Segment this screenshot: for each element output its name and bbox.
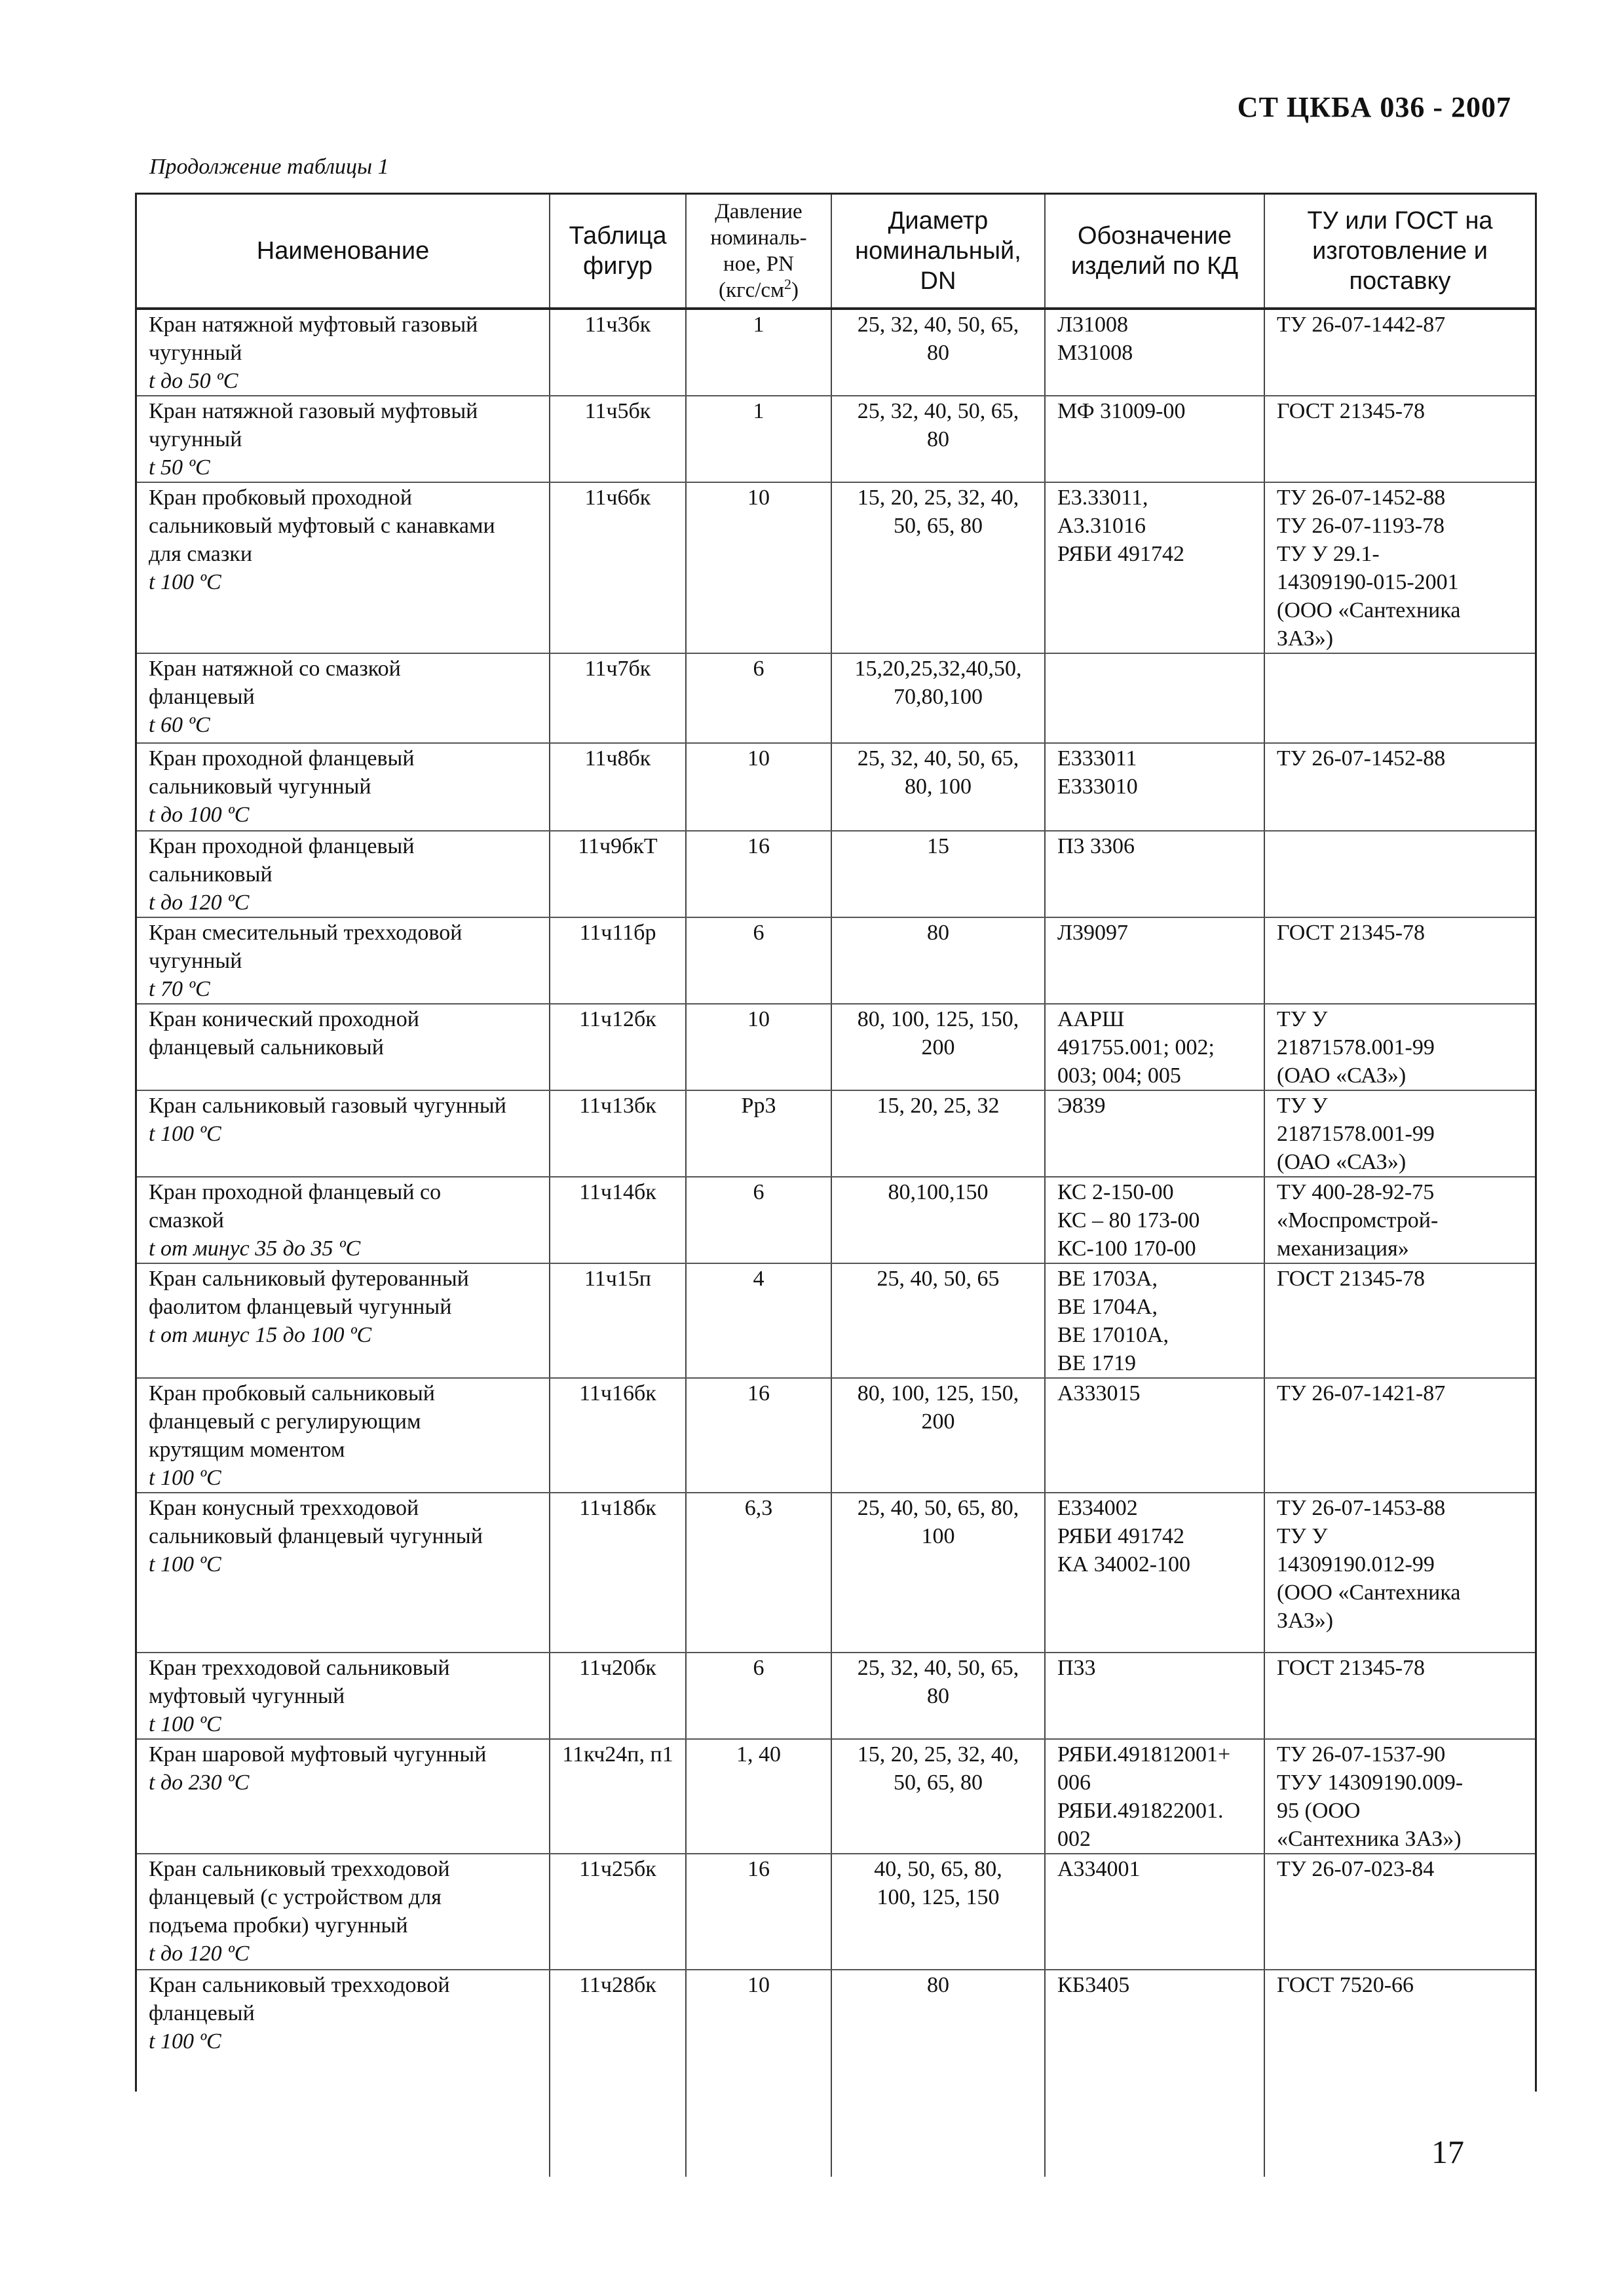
name-line: Кран конический проходной <box>149 1007 419 1031</box>
name-line: муфтовый чугунный <box>149 1684 345 1708</box>
cell-designation <box>1045 653 1264 743</box>
cell-pressure: 1 <box>686 309 831 396</box>
temperature-note: t 50 ºС <box>149 455 210 480</box>
cell-pressure: Рр3 <box>686 1090 831 1177</box>
cell-designation <box>1045 1177 1264 1263</box>
diameter-line: 80 <box>927 1973 949 1997</box>
standard-line: ТУ 400-28-92-75 <box>1277 1180 1435 1204</box>
cell-standard <box>1264 831 1535 917</box>
diameter-line: 70,80,100 <box>894 685 983 709</box>
designation-line: Е334002 <box>1057 1496 1138 1520</box>
table-row <box>137 1004 1535 1090</box>
cell-figure: 11кч24п, п1 <box>550 1739 686 1854</box>
cell-pressure: 6 <box>686 653 831 743</box>
standard-line: «Моспромстрой- <box>1277 1208 1439 1233</box>
designation-line: 491755.001; 002; <box>1057 1035 1215 1060</box>
name-line: смазкой <box>149 1208 224 1233</box>
empty-cell <box>1045 2114 1264 2177</box>
diameter-line: 100, 125, 150 <box>877 1885 1000 1909</box>
diameter-line: 25, 32, 40, 50, 65, <box>857 746 1019 771</box>
header-figure-table: Таблица фигур <box>550 195 686 309</box>
cell-standard <box>1264 653 1535 743</box>
diameter-line: 40, 50, 65, 80, <box>874 1857 1002 1881</box>
header-designation: Обозначение изделий по КД <box>1045 195 1264 309</box>
designation-line: РЯБИ 491742 <box>1057 542 1185 566</box>
name-line: фланцевый (с устройством для <box>149 1885 442 1909</box>
empty-cell <box>686 2114 831 2177</box>
cell-standard <box>1264 1653 1535 1739</box>
cell-standard <box>1264 1970 1535 2114</box>
diameter-line: 80 <box>927 427 949 451</box>
name-line: Кран трехходовой сальниковый <box>149 1656 450 1680</box>
name-line: Кран проходной фланцевый со <box>149 1180 442 1204</box>
header-standard: ТУ или ГОСТ на изготовление и поставку <box>1264 195 1535 309</box>
cell-figure: 11ч8бк <box>550 743 686 831</box>
table-row <box>137 917 1535 1004</box>
name-line: Кран проходной фланцевый <box>149 746 415 771</box>
name-line: сальниковый фланцевый чугунный <box>149 1524 483 1548</box>
cell-pressure: 1 <box>686 396 831 482</box>
cell-figure: 11ч16бк <box>550 1378 686 1493</box>
designation-line: ВЕ 1704А, <box>1057 1295 1158 1319</box>
temperature-note: t до 120 ºС <box>149 1942 250 1966</box>
diameter-line: 80 <box>927 921 949 945</box>
temperature-note: t от минус 15 до 100 ºС <box>149 1323 372 1347</box>
table-row <box>137 1177 1535 1263</box>
cell-pressure: 1, 40 <box>686 1739 831 1854</box>
temperature-note: t до 100 ºС <box>149 803 250 827</box>
designation-line: КС-100 170-00 <box>1057 1236 1196 1261</box>
name-line: сальниковый муфтовый с канавками <box>149 514 495 538</box>
designation-line: ААРШ <box>1057 1007 1125 1031</box>
cell-name <box>137 1263 550 1378</box>
name-line: фланцевый <box>149 685 255 709</box>
name-line: для смазки <box>149 542 253 566</box>
name-line: чугунный <box>149 949 242 973</box>
designation-line: ВЕ 17010А, <box>1057 1323 1169 1347</box>
empty-cell <box>1264 2114 1535 2177</box>
cell-name <box>137 831 550 917</box>
standard-line: 14309190.012-99 <box>1277 1552 1435 1577</box>
standard-line: 14309190-015-2001 <box>1277 570 1459 594</box>
name-line: сальниковый чугунный <box>149 775 371 799</box>
designation-line: Л31008 <box>1057 313 1129 337</box>
cell-standard <box>1264 482 1535 653</box>
cell-figure: 11ч25бк <box>550 1854 686 1970</box>
diameter-line: 15, 20, 25, 32, 40, <box>857 1742 1019 1767</box>
name-line: Кран сальниковый трехходовой <box>149 1973 450 1997</box>
cell-figure: 11ч7бк <box>550 653 686 743</box>
designation-line: КБ3405 <box>1057 1973 1130 1997</box>
standard-line: 21871578.001-99 <box>1277 1122 1435 1146</box>
cell-standard <box>1264 1177 1535 1263</box>
name-line: чугунный <box>149 341 242 365</box>
diameter-line: 50, 65, 80 <box>894 514 983 538</box>
cell-diameter <box>831 1263 1045 1378</box>
standard-line: ТУ У <box>1277 1007 1328 1031</box>
temperature-note: t до 230 ºС <box>149 1770 250 1795</box>
name-line: чугунный <box>149 427 242 451</box>
cell-pressure: 16 <box>686 1378 831 1493</box>
cell-figure: 11ч15п <box>550 1263 686 1378</box>
standard-line: ТУ У 29.1- <box>1277 542 1380 566</box>
cell-standard <box>1264 1739 1535 1854</box>
cell-designation <box>1045 743 1264 831</box>
cell-standard <box>1264 1090 1535 1177</box>
designation-line: РЯБИ.491822001. <box>1057 1799 1224 1823</box>
designation-line: Е3.33011, <box>1057 486 1148 510</box>
cell-designation <box>1045 831 1264 917</box>
name-line: Кран натяжной газовый муфтовый <box>149 399 478 423</box>
cell-pressure: 10 <box>686 1004 831 1090</box>
valves-table <box>137 195 1535 2177</box>
name-line: Кран шаровой муфтовый чугунный <box>149 1742 487 1767</box>
cell-standard <box>1264 1004 1535 1090</box>
table-row <box>137 482 1535 653</box>
table-row <box>137 1090 1535 1177</box>
table-row <box>137 1493 1535 1653</box>
standard-line: ТУ 26-07-1452-88 <box>1277 486 1446 510</box>
cell-pressure: 6 <box>686 917 831 1004</box>
temperature-note: t 100 ºС <box>149 570 221 594</box>
designation-line: М31008 <box>1057 341 1133 365</box>
temperature-note: t 100 ºС <box>149 2029 221 2054</box>
table-caption: Продолжение таблицы 1 <box>149 155 389 179</box>
standard-line: ТУ 26-07-1453-88 <box>1277 1496 1446 1520</box>
standard-line: ТУ 26-07-1537-90 <box>1277 1742 1446 1767</box>
temperature-note: t 100 ºС <box>149 1466 221 1490</box>
name-line: фланцевый с регулирующим <box>149 1409 421 1434</box>
temperature-note: t 60 ºС <box>149 713 210 737</box>
cell-diameter <box>831 1970 1045 2114</box>
cell-name <box>137 1004 550 1090</box>
cell-figure: 11ч11бр <box>550 917 686 1004</box>
diameter-line: 200 <box>921 1409 955 1434</box>
temperature-note: t до 50 ºС <box>149 369 238 393</box>
cell-name <box>137 1177 550 1263</box>
cell-figure: 11ч18бк <box>550 1493 686 1653</box>
cell-name <box>137 653 550 743</box>
table-row <box>137 309 1535 396</box>
cell-standard <box>1264 1493 1535 1653</box>
table-row <box>137 1263 1535 1378</box>
cell-pressure: 16 <box>686 1854 831 1970</box>
cell-name <box>137 1970 550 2114</box>
temperature-note: t 100 ºС <box>149 1712 221 1736</box>
valves-table-frame <box>135 193 1537 2092</box>
diameter-line: 200 <box>921 1035 955 1060</box>
cell-diameter <box>831 309 1045 396</box>
cell-figure: 11ч14бк <box>550 1177 686 1263</box>
table-body <box>137 309 1535 2177</box>
cell-diameter <box>831 482 1045 653</box>
cell-designation <box>1045 1004 1264 1090</box>
cell-diameter <box>831 831 1045 917</box>
designation-line: Л39097 <box>1057 921 1129 945</box>
cell-figure: 11ч13бк <box>550 1090 686 1177</box>
cell-name <box>137 743 550 831</box>
name-line: Кран сальниковый газовый чугунный <box>149 1094 506 1118</box>
cell-diameter <box>831 1090 1045 1177</box>
designation-line: Е333011 <box>1057 746 1137 771</box>
standard-line: ТУУ 14309190.009- <box>1277 1770 1463 1795</box>
cell-designation <box>1045 396 1264 482</box>
cell-standard <box>1264 1854 1535 1970</box>
cell-name <box>137 1493 550 1653</box>
diameter-line: 80, 100, 125, 150, <box>857 1007 1019 1031</box>
cell-pressure: 4 <box>686 1263 831 1378</box>
designation-line: А334001 <box>1057 1857 1141 1881</box>
cell-designation <box>1045 917 1264 1004</box>
cell-standard <box>1264 396 1535 482</box>
cell-diameter <box>831 396 1045 482</box>
diameter-line: 80,100,150 <box>888 1180 989 1204</box>
name-line: Кран натяжной со смазкой <box>149 657 401 681</box>
designation-line: Э839 <box>1057 1094 1106 1118</box>
diameter-line: 15, 20, 25, 32 <box>877 1094 1000 1118</box>
table-row <box>137 1378 1535 1493</box>
cell-pressure: 6 <box>686 1177 831 1263</box>
page-number: 17 <box>1431 2133 1464 2170</box>
table-row <box>137 653 1535 743</box>
table-row <box>137 1653 1535 1739</box>
cell-designation <box>1045 1378 1264 1493</box>
designation-line: РЯБИ 491742 <box>1057 1524 1185 1548</box>
cell-pressure: 6,3 <box>686 1493 831 1653</box>
cell-designation <box>1045 1263 1264 1378</box>
designation-line: РЯБИ.491812001+ <box>1057 1742 1231 1767</box>
designation-line: ВЕ 1703А, <box>1057 1267 1158 1291</box>
cell-designation <box>1045 1970 1264 2114</box>
cell-designation <box>1045 1739 1264 1854</box>
cell-name <box>137 396 550 482</box>
cell-designation <box>1045 1493 1264 1653</box>
cell-name <box>137 482 550 653</box>
name-line: крутящим моментом <box>149 1438 345 1462</box>
cell-designation <box>1045 482 1264 653</box>
designation-line: 006 <box>1057 1770 1091 1795</box>
cell-designation <box>1045 309 1264 396</box>
standard-line: ТУ 26-07-023-84 <box>1277 1857 1435 1881</box>
diameter-line: 25, 32, 40, 50, 65, <box>857 313 1019 337</box>
diameter-line: 100 <box>921 1524 955 1548</box>
standard-line: (ООО «Сантехника <box>1277 598 1461 622</box>
cell-name <box>137 917 550 1004</box>
cell-diameter <box>831 1004 1045 1090</box>
name-line: Кран конусный трехходовой <box>149 1496 419 1520</box>
standard-line: ТУ 26-07-1193-78 <box>1277 514 1445 538</box>
cell-figure: 11ч12бк <box>550 1004 686 1090</box>
cell-standard <box>1264 1263 1535 1378</box>
cell-name <box>137 1653 550 1739</box>
cell-diameter <box>831 743 1045 831</box>
standard-line: ГОСТ 21345-78 <box>1277 1656 1426 1680</box>
cell-designation <box>1045 1854 1264 1970</box>
diameter-line: 80, 100 <box>905 775 972 799</box>
cell-standard <box>1264 309 1535 396</box>
name-line: фланцевый <box>149 2001 255 2025</box>
cell-pressure: 6 <box>686 1653 831 1739</box>
standard-line: ГОСТ 7520-66 <box>1277 1973 1414 1997</box>
diameter-line: 15 <box>927 834 949 858</box>
standard-line: ТУ 26-07-1421-87 <box>1277 1381 1446 1406</box>
empty-cell <box>137 2114 550 2177</box>
table-row <box>137 1854 1535 1970</box>
cell-diameter <box>831 1739 1045 1854</box>
cell-name <box>137 1739 550 1854</box>
empty-cell <box>550 2114 686 2177</box>
cell-figure: 11ч28бк <box>550 1970 686 2114</box>
temperature-note: t до 120 ºС <box>149 890 250 915</box>
name-line: сальниковый <box>149 862 273 887</box>
standard-line: 95 (ООО <box>1277 1799 1361 1823</box>
designation-line: КС – 80 173-00 <box>1057 1208 1200 1233</box>
designation-line: МФ 31009-00 <box>1057 399 1186 423</box>
name-line: Кран сальниковый трехходовой <box>149 1857 450 1881</box>
cell-figure: 11ч9бкТ <box>550 831 686 917</box>
standard-line: ГОСТ 21345-78 <box>1277 1267 1426 1291</box>
cell-standard <box>1264 1378 1535 1493</box>
diameter-line: 80 <box>927 1684 949 1708</box>
designation-line: Е333010 <box>1057 775 1138 799</box>
designation-line: П33 <box>1057 1656 1096 1680</box>
cell-designation <box>1045 1653 1264 1739</box>
designation-line: КА 34002-100 <box>1057 1552 1191 1577</box>
diameter-line: 25, 40, 50, 65 <box>877 1267 1000 1291</box>
designation-line: ВЕ 1719 <box>1057 1351 1136 1375</box>
diameter-line: 80, 100, 125, 150, <box>857 1381 1019 1406</box>
table-filler-row <box>137 2114 1535 2177</box>
designation-line: 003; 004; 005 <box>1057 1063 1181 1088</box>
designation-line: 002 <box>1057 1827 1091 1851</box>
diameter-line: 80 <box>927 341 949 365</box>
document-code: СТ ЦКБА 036 - 2007 <box>1237 91 1511 123</box>
name-line: Кран проходной фланцевый <box>149 834 415 858</box>
cell-name <box>137 309 550 396</box>
standard-line: ГОСТ 21345-78 <box>1277 921 1426 945</box>
cell-pressure: 10 <box>686 482 831 653</box>
cell-diameter <box>831 917 1045 1004</box>
standard-line: (ОАО «САЗ») <box>1277 1150 1407 1174</box>
cell-pressure: 10 <box>686 743 831 831</box>
diameter-line: 25, 40, 50, 65, 80, <box>857 1496 1019 1520</box>
cell-diameter <box>831 1177 1045 1263</box>
cell-designation <box>1045 1090 1264 1177</box>
standard-line: (ООО «Сантехника <box>1277 1580 1461 1605</box>
name-line: фланцевый сальниковый <box>149 1035 384 1060</box>
standard-line: ЗАЗ») <box>1277 626 1334 651</box>
standard-line: механизация» <box>1277 1236 1409 1261</box>
cell-figure: 11ч20бк <box>550 1653 686 1739</box>
standard-line: ГОСТ 21345-78 <box>1277 399 1426 423</box>
name-line: Кран смесительный трехходовой <box>149 921 463 945</box>
table-row <box>137 396 1535 482</box>
header-diameter: Диаметр номинальный, DN <box>831 195 1045 309</box>
diameter-line: 25, 32, 40, 50, 65, <box>857 1656 1019 1680</box>
name-line: Кран натяжной муфтовый газовый <box>149 313 478 337</box>
diameter-line: 25, 32, 40, 50, 65, <box>857 399 1019 423</box>
diameter-line: 15,20,25,32,40,50, <box>854 657 1022 681</box>
designation-line: А333015 <box>1057 1381 1141 1406</box>
temperature-note: t от минус 35 до 35 ºС <box>149 1236 361 1261</box>
designation-line: КС 2-150-00 <box>1057 1180 1174 1204</box>
standard-line: ТУ 26-07-1452-88 <box>1277 746 1446 771</box>
cell-diameter <box>831 1653 1045 1739</box>
cell-figure: 11ч5бк <box>550 396 686 482</box>
standard-line: «Сантехника ЗАЗ») <box>1277 1827 1462 1851</box>
cell-diameter <box>831 1378 1045 1493</box>
name-line: Кран пробковый проходной <box>149 486 413 510</box>
header-pressure: Давление номиналь- ное, PN $(кгс/см^2)$ <box>686 195 831 309</box>
cell-figure: 11ч6бк <box>550 482 686 653</box>
designation-line: А3.31016 <box>1057 514 1146 538</box>
cell-name <box>137 1854 550 1970</box>
standard-line: ЗАЗ») <box>1277 1609 1334 1633</box>
name-line: Кран сальниковый футерованный <box>149 1267 469 1291</box>
temperature-note: t 70 ºС <box>149 977 210 1001</box>
table-row <box>137 743 1535 831</box>
diameter-line: 50, 65, 80 <box>894 1770 983 1795</box>
cell-diameter <box>831 653 1045 743</box>
cell-name <box>137 1090 550 1177</box>
standard-line: ТУ У <box>1277 1524 1328 1548</box>
cell-name <box>137 1378 550 1493</box>
table-row <box>137 1739 1535 1854</box>
empty-cell <box>831 2114 1045 2177</box>
standard-line: (ОАО «САЗ») <box>1277 1063 1407 1088</box>
header-name: Наименование <box>137 195 550 309</box>
table-row <box>137 831 1535 917</box>
cell-pressure: 16 <box>686 831 831 917</box>
cell-pressure: 10 <box>686 1970 831 2114</box>
designation-line: П3 3306 <box>1057 834 1135 858</box>
standard-line: 21871578.001-99 <box>1277 1035 1435 1060</box>
name-line: Кран пробковый сальниковый <box>149 1381 435 1406</box>
diameter-line: 15, 20, 25, 32, 40, <box>857 486 1019 510</box>
name-line: фаолитом фланцевый чугунный <box>149 1295 452 1319</box>
name-line: подъема пробки) чугунный <box>149 1913 408 1938</box>
cell-figure: 11ч3бк <box>550 309 686 396</box>
standard-line: ТУ У <box>1277 1094 1328 1118</box>
cell-standard <box>1264 743 1535 831</box>
temperature-note: t 100 ºС <box>149 1552 221 1577</box>
standard-line: ТУ 26-07-1442-87 <box>1277 313 1446 337</box>
cell-diameter <box>831 1493 1045 1653</box>
cell-diameter <box>831 1854 1045 1970</box>
cell-standard <box>1264 917 1535 1004</box>
table-row <box>137 1970 1535 2114</box>
temperature-note: t 100 ºС <box>149 1122 221 1146</box>
table-header-row <box>137 195 1535 309</box>
